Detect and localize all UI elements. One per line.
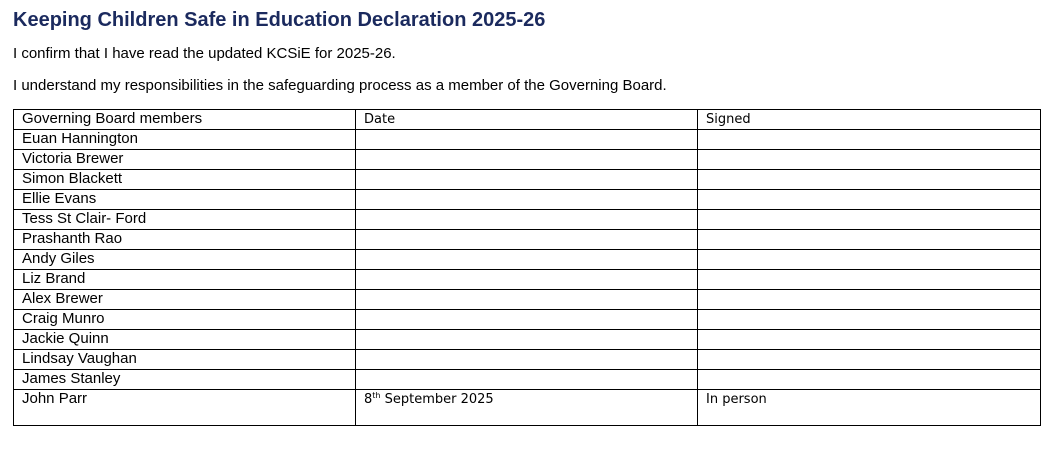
member-name: John Parr: [14, 390, 356, 426]
date-ordinal-suffix: th: [372, 391, 381, 400]
signed-cell: [698, 330, 1041, 350]
table-header-row: [14, 110, 1041, 130]
member-name: Jackie Quinn: [14, 330, 356, 350]
table-row: [14, 210, 1041, 230]
signed-cell: [698, 310, 1041, 330]
date-cell: [356, 330, 698, 350]
member-name: Tess St Clair- Ford: [14, 210, 356, 230]
document-title: Keeping Children Safe in Education Declaration 2025-26: [13, 9, 546, 31]
signed-cell: [698, 270, 1041, 290]
date-cell: [356, 390, 698, 426]
signed-cell: [698, 350, 1041, 370]
header-members: Governing Board members: [14, 110, 356, 130]
header-date: Date: [356, 110, 698, 130]
table-row: [14, 270, 1041, 290]
table-row: [14, 390, 1041, 426]
table-row: [14, 350, 1041, 370]
date-cell: [356, 190, 698, 210]
member-name: Lindsay Vaughan: [14, 350, 356, 370]
responsibility-statement: I understand my responsibilities in the safeguarding process as a member of the Governing Board.: [13, 77, 667, 94]
member-name: Andy Giles: [14, 250, 356, 270]
date-cell: [356, 230, 698, 250]
table-row: [14, 130, 1041, 150]
date-cell: [356, 310, 698, 330]
date-day: 8: [364, 392, 373, 407]
table-row: [14, 250, 1041, 270]
date-cell: [356, 250, 698, 270]
member-name: Ellie Evans: [14, 190, 356, 210]
table-row: [14, 170, 1041, 190]
member-name: Liz Brand: [14, 270, 356, 290]
member-name: Prashanth Rao: [14, 230, 356, 250]
member-name: Craig Munro: [14, 310, 356, 330]
member-name: Victoria Brewer: [14, 150, 356, 170]
signed-cell: [698, 370, 1041, 390]
signed-cell: [698, 290, 1041, 310]
date-cell: [356, 130, 698, 150]
signed-cell: [698, 210, 1041, 230]
header-signed: Signed: [698, 110, 1041, 130]
signed-cell: [698, 190, 1041, 210]
member-name: Simon Blackett: [14, 170, 356, 190]
table-row: [14, 150, 1041, 170]
table-row: [14, 310, 1041, 330]
date-cell: [356, 270, 698, 290]
member-name: Euan Hannington: [14, 130, 356, 150]
signed-cell: [698, 230, 1041, 250]
date-month-year: September 2025: [380, 392, 494, 407]
date-cell: [356, 350, 698, 370]
signed-cell: [698, 130, 1041, 150]
date-cell: [356, 150, 698, 170]
confirmation-statement: I confirm that I have read the updated KCSiE for 2025-26.: [13, 45, 396, 62]
signed-cell: [698, 170, 1041, 190]
date-cell: [356, 210, 698, 230]
declaration-document: [13, 0, 1039, 407]
member-name: Alex Brewer: [14, 290, 356, 310]
date-cell: [356, 290, 698, 310]
table-row: [14, 290, 1041, 310]
table-row: [14, 230, 1041, 250]
date-cell: [356, 170, 698, 190]
signed-cell: [698, 250, 1041, 270]
table-row: [14, 190, 1041, 210]
table-row: [14, 370, 1041, 390]
signed-cell: In person: [698, 390, 1041, 426]
declaration-table: [13, 109, 1041, 426]
signed-cell: [698, 150, 1041, 170]
table-row: [14, 330, 1041, 350]
date-cell: [356, 370, 698, 390]
member-name: James Stanley: [14, 370, 356, 390]
